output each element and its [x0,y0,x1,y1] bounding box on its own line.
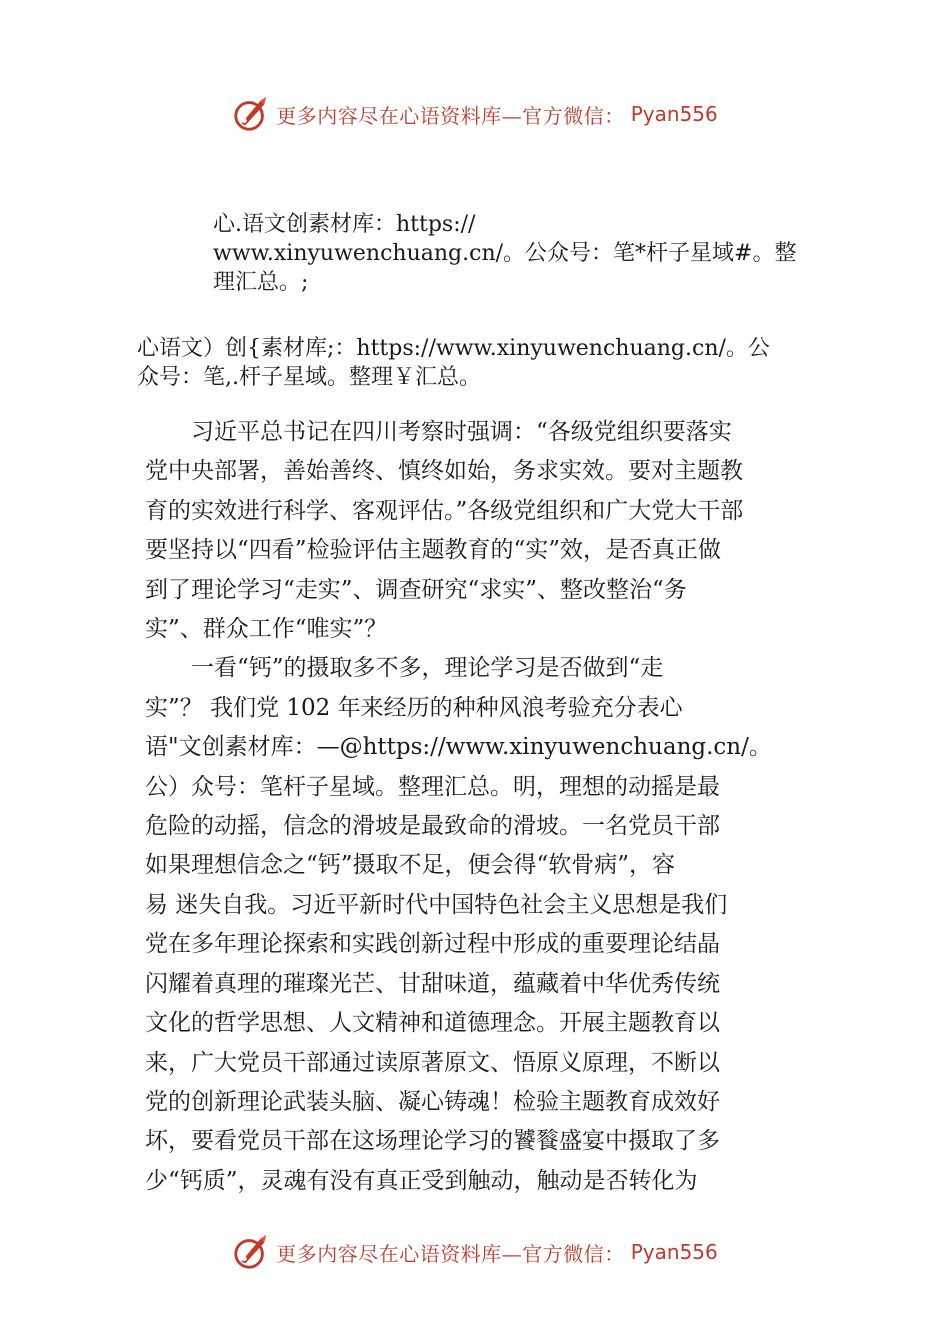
banner-text: 更多内容尽在心语资料库—官方微信： [276,103,625,128]
notice1-line: 心.语文创素材库：https:// [213,212,476,237]
footer-banner [0,1230,950,1274]
body-line: 要坚持以“四看”检验评估主题教育的“实”效，是否真正做 [145,537,722,564]
body-line: 习近平总书记在四川考察时强调：“各级党组织要落实 [145,419,732,445]
header-banner [0,92,950,136]
quill-pen-icon [232,95,270,133]
body-text [145,413,772,1201]
body-line: 育的实效进行科学、客观评估。”各级党组织和广大党大干部 [145,497,744,524]
quill-pen-icon [232,1233,270,1271]
banner-contact: Pyan556 [630,102,718,126]
banner-text: 更多内容尽在心语资料库—官方微信： [276,1241,625,1266]
banner-contact: Pyan556 [630,1240,718,1264]
body-line: 一看“钙”的摄取多不多，理论学习是否做到“走 [145,655,664,682]
body-line: 易 迷失自我。习近平新时代中国特色社会主义思想是我们 [145,891,728,918]
body-line: 公）众号：笔杆子星域。整理汇总。明，理想的动摇是最 [145,773,720,800]
body-line: 文化的哲学思想、人文精神和道德理念。开展主题教育以 [145,1010,720,1037]
notice-block-1 [213,210,796,297]
body-line: 到了理论学习“走实”、调查研究“求实”、整改整治“务 [145,576,687,603]
body-line: 党的创新理论武装头脑、凝心铸魂！检验主题教育成效好 [145,1088,720,1115]
body-line: 坏，要看党员干部在这场理论学习的饕餮盛宴中摄取了多 [145,1128,720,1155]
body-line: 来，广大党员干部通过读原著原文、悟原义原理，不断以 [145,1049,720,1076]
body-line: 党中央部署，善始善终、慎终如始，务求实效。要对主题教 [145,458,743,485]
body-line: 实”、群众工作“唯实”？ [145,616,388,643]
notice-block-2 [137,334,770,392]
body-line: 如果理想信念之“钙”摄取不足，便会得“软骨病”，容 [145,852,676,879]
notice2-line: 众号：笔,.杆子星域。整理￥汇总。 [137,365,481,390]
body-line: 危险的动摇，信念的滑坡是最致命的滑坡。一名党员干部 [145,813,720,840]
notice2-line: 心语文）创{素材库;：https://www.xinyuwenchuang.cn/。公 [137,336,770,361]
body-line: 党在多年理论探索和实践创新过程中形成的重要理论结晶 [145,931,720,958]
body-line: 闪耀着真理的璀璨光芒、甘甜味道，蕴藏着中华优秀传统 [145,970,720,997]
notice1-line: 理汇总。; [213,270,309,295]
body-line: 少“钙质”，灵魂有没有真正受到触动，触动是否转化为 [145,1167,698,1194]
body-line: 语"文创素材库：—@https://www.xinyuwenchuang.cn/。 [145,734,772,761]
body-line: 实”？ 我们党 102 年来经历的种种风浪考验充分表心 [145,694,683,721]
notice1-line: www.xinyuwenchuang.cn/。公众号：笔*杆子星域#。整 [213,241,797,266]
